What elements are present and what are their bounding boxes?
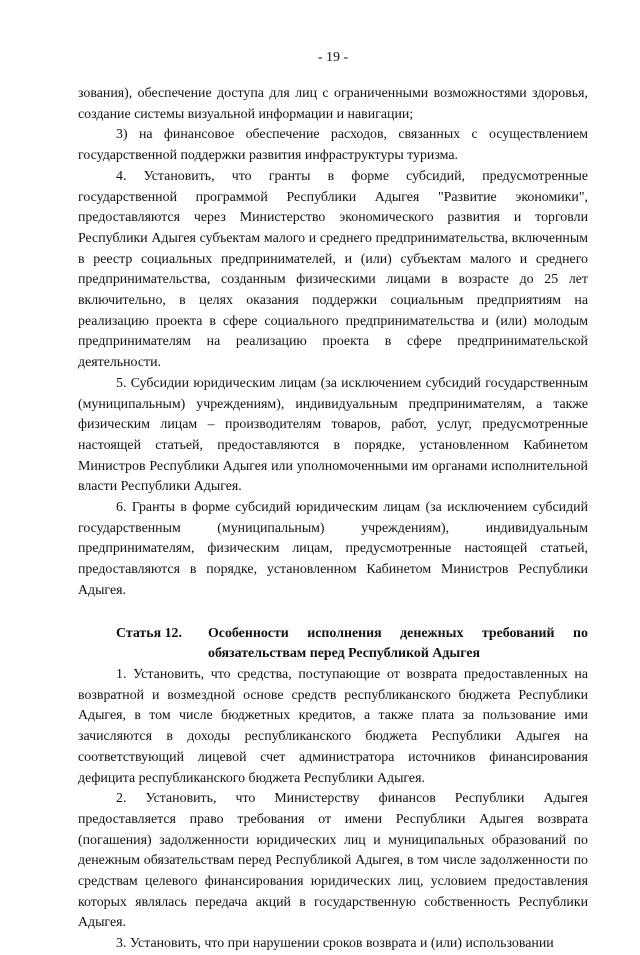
- paragraph: 3) на финансовое обеспечение расходов, связанных с осуществлением государственной поддержки развития инфраструктуры туризма.: [78, 127, 588, 164]
- article-label: Статья 12.: [116, 625, 182, 641]
- paragraph: 6. Гранты в форме субсидий юридическим лицам (за исключением субсидий государственным (муниципальным) учреждениям), индивидуальным предпринимателям, физическим лицам, предусмотренные настоящей статьей, предоставляются в порядке, установленном Кабинетом Министров Республики Адыгея.: [78, 500, 588, 598]
- article-title: Особенности исполнения денежных требований по обязательствам перед Республикой Адыгея: [208, 625, 588, 662]
- document-page: [78, 50, 588, 955]
- paragraphs-bottom: [78, 665, 588, 955]
- paragraph: 5. Субсидии юридическим лицам (за исключением субсидий государственным (муниципальным) учреждениям), индивидуальным предпринимателям, а также физическим лицам – производителям товаров, работ, услуг, предусмотренные настоящей статьей, предоставляются в порядке, установленном Кабинетом Министров Республики Адыгея или уполномоченными им органами исполнительной власти Республики Адыгея.: [78, 375, 588, 495]
- paragraphs-top: [78, 84, 588, 602]
- article-heading: [78, 624, 588, 665]
- paragraph: 2. Установить, что Министерству финансов Республики Адыгея предоставляется право требования от имени Республики Адыгея возврата (погашения) задолженности юридических лиц и муниципальных образований по денежным обязательствам перед Республикой Адыгея, в том числе задолженности по средствам целевого финансирования юридических лиц, условием предоставления которых являлась передача акций в государственную собственность Республики Адыгея.: [78, 791, 588, 931]
- paragraph: 1. Установить, что средства, поступающие от возврата предоставленных на возвратной и возмездной основе средств республиканского бюджета Республики Адыгея, в том числе бюджетных кредитов, а также плата за пользование ими зачисляются в доходы республиканского бюджета Республики Адыгея на соответствующий лицевой счет администратора источников финансирования дефицита республиканского бюджета Республики Адыгея.: [78, 666, 588, 786]
- paragraph: зования), обеспечение доступа для лиц с ограниченными возможностями здоровья, создание системы визуальной информации и навигации;: [78, 86, 588, 122]
- paragraph: 4. Установить, что гранты в форме субсидий, предусмотренные государственной программой Республики Адыгея "Развитие экономики", предоставляются через Министерство экономического развития и торговли Республики Адыгея субъектам малого и среднего предпринимательства, включенным в реестр социальных предпринимателей, и (или) субъектам малого и среднего предпринимательства, созданным физическими лицами в возрасте до 25 лет включительно, в целях оказания поддержки социальным предприятиям на реализацию проекта в сфере социального предпринимательства и (или) молодым предпринимателям на реализацию проекта в сфере предпринимательской деятельности.: [78, 168, 588, 371]
- paragraph: 3. Установить, что при нарушении сроков возврата и (или) использовании: [116, 936, 554, 952]
- page-number: - 19 -: [317, 50, 349, 65]
